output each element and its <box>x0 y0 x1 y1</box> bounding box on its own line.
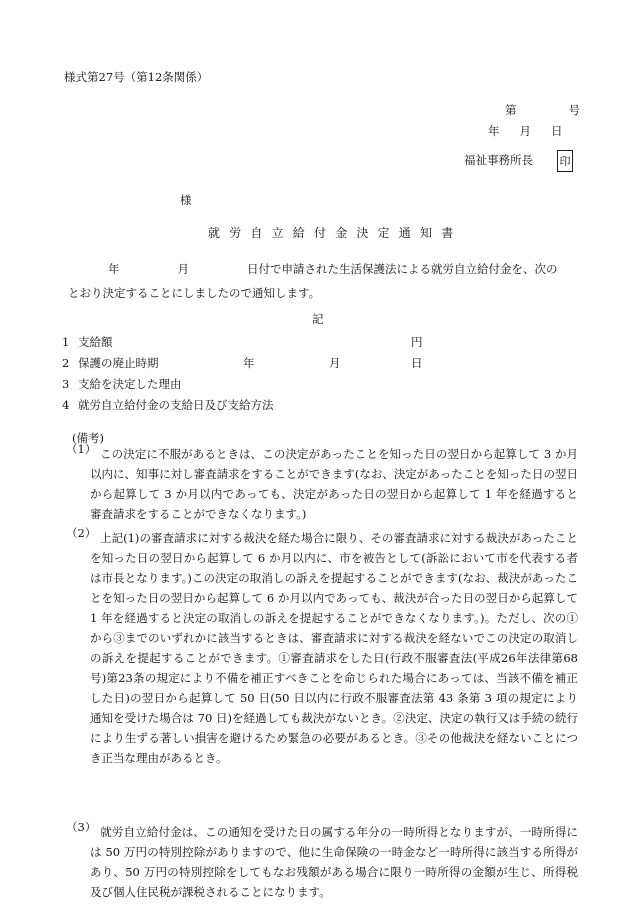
remark-note-body: この決定に不服があるときは、この決定があったことを知った日の翌日から起算して 3 か月以内に、知事に対し審査請求をすることができます(なお、決定があったことを知った日の翌日から起算して 3 か月以内であっても、決定があった日の翌日から起算して 1 年を経過すると審査請求をすることができなくなります。) <box>90 447 578 521</box>
remark-note-text <box>90 822 578 902</box>
item-number: 3 <box>62 377 70 391</box>
remarks-heading: (備考) <box>72 431 104 445</box>
form-number: 様式第27号（第12条関係） <box>64 70 209 84</box>
item-payment-amount <box>62 337 113 349</box>
item-label: 保護の廃止時期 <box>78 356 159 370</box>
notice-body-line-1 <box>64 257 574 281</box>
application-month-label: 月 <box>177 262 189 276</box>
remark-note-number: （2） <box>66 526 97 540</box>
issue-day-label: 日 <box>551 124 563 138</box>
remark-note-3 <box>66 822 578 902</box>
item-payment-method <box>62 400 274 412</box>
remark-note-text <box>90 444 578 524</box>
protection-end-year-label: 年 <box>243 356 255 370</box>
remark-note-number: （1） <box>66 442 97 456</box>
remark-note-body: 就労自立給付金は、この通知を受けた日の属する年分の一時所得となりますが、一時所得には 50 万円の特別控除がありますので、他に生命保険の一時金など一時所得に該当する所得があり、50 万円の特別控除をしてもなお残額がある場合に限り一時所得の金額が生じ、所得税及び個人住民税が課税されることになります。 <box>90 825 578 899</box>
remark-note-number: （3） <box>66 820 97 834</box>
document-title: 就労自立給付金決定通知書 <box>208 226 463 240</box>
item-number: 1 <box>62 335 70 349</box>
issue-year-label: 年 <box>488 124 500 138</box>
number-prefix: 第 <box>505 103 517 117</box>
issue-month-label: 月 <box>519 124 531 138</box>
ki-heading: 記 <box>312 312 324 326</box>
seal-mark: 印 <box>557 150 573 172</box>
official-title: 福祉事務所長 <box>464 153 533 167</box>
item-label: 就労自立給付金の支給日及び支給方法 <box>78 398 274 412</box>
notice-body <box>64 257 574 305</box>
notice-body-line-1-text: 日付で申請された生活保護法による就労自立給付金を、次の <box>247 262 558 276</box>
number-suffix: 号 <box>568 103 580 117</box>
item-label: 支給を決定した理由 <box>78 377 182 391</box>
item-number: 2 <box>62 356 70 370</box>
remark-note-2 <box>66 528 578 768</box>
application-year-label: 年 <box>108 262 120 276</box>
item-number: 4 <box>62 398 70 412</box>
notice-body-line-2: とおり決定することにしましたので通知します。 <box>68 286 321 300</box>
protection-end-day-label: 日 <box>411 356 423 370</box>
issue-date-line <box>488 126 563 138</box>
item-label: 支給額 <box>78 335 113 349</box>
remark-note-body: 上記(1)の審査請求に対する裁決を経た場合に限り、その審査請求に対する裁決があったことを知った日の翌日から起算して 6 か月以内に、市を被告として(訴訟において市を代表する者は市長となります。)この決定の取消しの訴えを提起することができます(なお、裁決があったことを知った日の翌日から起算して 6 か月以内であっても、裁決が合った日の翌日から起算して 1 年を経過すると決定の取消しの訴えを提起することができなくなります。)。ただし、次の①から③までのいずれかに該当するときは、審査請求に対する裁決を経ないでこの決定の取消しの訴えを提起することができます。①審査請求をした日(行政不服審査法(平成26年法律第68号)第23条の規定により不備を補正すべきことを命じられた場合にあっては、当該不備を補正した日)の翌日から起算して 50 日(50 日以内に行政不服審査法第 43 条第 3 項の規定により通知を受けた場合は 70 日)を経過しても裁決がないとき。②決定、決定の執行又は手続の続行により生ずる著しい損害を避けるため緊急の必要があるとき。③その他裁決を経ないことにつき正当な理由があるとき。 <box>90 531 578 765</box>
document-number-line <box>505 105 580 117</box>
item-protection-end <box>62 358 159 370</box>
item-decision-reason <box>62 379 182 391</box>
remark-note-text <box>90 528 578 768</box>
protection-end-month-label: 月 <box>329 356 341 370</box>
payment-amount-unit: 円 <box>411 335 423 349</box>
addressee-suffix: 様 <box>180 193 192 207</box>
remark-note-1 <box>66 444 578 524</box>
